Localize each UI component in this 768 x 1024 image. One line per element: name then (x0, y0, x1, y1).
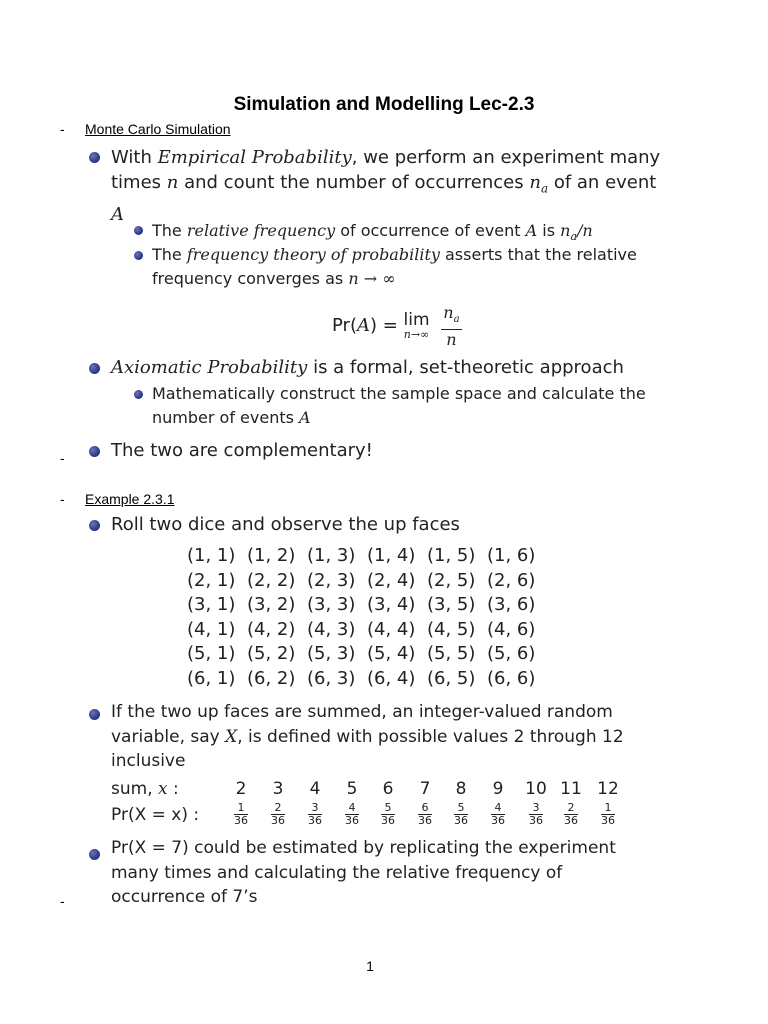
list-dash: - (60, 491, 65, 507)
list-dash: - (60, 121, 65, 137)
bullet-complementary: The two are complementary! (111, 440, 373, 461)
dice-pair-cell: (1, 5) (427, 545, 476, 566)
bullet-frequency-theory: The frequency theory of probability asserts that the relative frequency converges as n → ∞ (152, 245, 637, 288)
probability-fraction: $\frac{1}{36}$ (601, 801, 615, 827)
dice-pair-cell: (3, 4) (367, 594, 416, 615)
probability-fraction: $\frac{6}{36}$ (418, 801, 432, 827)
dice-pair-cell: (1, 2) (247, 545, 296, 566)
sum-value: 10 (525, 779, 547, 799)
dice-pair-cell: (1, 1) (187, 545, 236, 566)
dice-pair-cell: (2, 6) (487, 569, 536, 591)
probability-fraction: $\frac{4}{36}$ (345, 801, 359, 827)
probability-limit-formula: Pr(A) = lim n→∞ $\frac{n_a}{n}$ (332, 303, 460, 350)
dice-pair-cell: (4, 4) (367, 618, 416, 640)
dice-pair-cell: (2, 1) (187, 569, 236, 591)
dice-pair-cell: (5, 2) (247, 643, 296, 664)
table-row (187, 618, 547, 643)
dice-pair-cell: (4, 2) (247, 618, 296, 640)
bullet-axiomatic-probability: Axiomatic Probability is a formal, set-theoretic approach (111, 357, 624, 378)
dice-pair-cell: (6, 1) (187, 667, 236, 689)
bullet-roll-dice: Roll two dice and observe the up faces (111, 514, 460, 535)
dice-pair-cell: (1, 6) (487, 545, 536, 566)
probability-fraction: $\frac{3}{36}$ (308, 801, 322, 827)
bullet-estimate-pr7: Pr(X = 7) could be estimated by replicating the experiment many times and calculating the relative frequency of occurrence of 7’s (111, 838, 616, 907)
bullet-icon (89, 152, 100, 163)
dice-pair-cell: (3, 5) (427, 594, 476, 615)
dice-pair-cell: (3, 2) (247, 594, 296, 615)
table-row (187, 593, 547, 618)
dice-pair-cell: (4, 1) (187, 618, 236, 640)
dice-pair-cell: (6, 2) (247, 667, 296, 689)
bullet-icon (134, 390, 143, 399)
bullet-relative-frequency: The relative frequency of occurrence of event A is $n_a/n$ (152, 221, 593, 244)
dice-pair-cell: (1, 4) (367, 545, 416, 566)
probability-fraction: $\frac{4}{36}$ (491, 801, 505, 827)
sum-value: 12 (597, 779, 619, 799)
bullet-empirical-probability: With Empirical Probability, we perform an experiment many times n and count the number of occurrences $n_a$ of an event A (111, 147, 661, 225)
dice-pair-cell: (3, 1) (187, 594, 236, 615)
probability-fraction: $\frac{5}{36}$ (454, 801, 468, 827)
dice-pair-cell: (5, 1) (187, 643, 236, 664)
dice-pair-cell: (5, 4) (367, 643, 416, 664)
dice-pair-cell: (6, 6) (487, 667, 536, 689)
dice-pair-cell: (2, 2) (247, 569, 296, 591)
sum-value: 3 (272, 779, 284, 799)
pr-label: Pr(X = x) : (111, 805, 200, 825)
dice-pair-cell: (3, 3) (307, 594, 356, 615)
sum-value: 8 (455, 779, 467, 799)
sum-value: 7 (419, 779, 431, 799)
bullet-icon (134, 251, 143, 260)
dice-pair-cell: (4, 5) (427, 618, 476, 640)
sum-value: 9 (492, 779, 504, 799)
probability-fraction: $\frac{3}{36}$ (529, 801, 543, 827)
dice-pair-cell: (1, 3) (307, 545, 356, 566)
bullet-icon (89, 709, 100, 720)
dice-pair-cell: (3, 6) (487, 594, 536, 615)
bullet-icon (89, 446, 100, 457)
bullet-sample-space: Mathematically construct the sample space and calculate the number of events A (152, 384, 646, 427)
section-heading-monte-carlo: Monte Carlo Simulation (85, 121, 231, 137)
dice-pair-cell: (4, 6) (487, 618, 536, 640)
table-row (187, 642, 547, 667)
dice-pair-cell: (4, 3) (307, 618, 356, 640)
sum-value: 2 (235, 779, 247, 799)
dice-pair-cell: (5, 5) (427, 643, 476, 664)
bullet-random-variable: If the two up faces are summed, an integer-valued random variable, say X, is defined with possible values 2 through 12 inclusive (111, 702, 624, 771)
dice-pair-cell: (2, 5) (427, 569, 476, 591)
dice-pair-cell: (6, 5) (427, 667, 476, 689)
sum-value: 11 (560, 779, 582, 799)
probability-fraction: $\frac{1}{36}$ (234, 801, 248, 827)
page-number: 1 (366, 958, 374, 974)
dice-pair-cell: (5, 3) (307, 643, 356, 664)
bullet-icon (89, 363, 100, 374)
probability-fraction: $\frac{5}{36}$ (381, 801, 395, 827)
table-row (187, 544, 547, 569)
table-row (187, 569, 547, 594)
bullet-icon (134, 226, 143, 235)
bullet-icon (89, 520, 100, 531)
dice-pair-cell: (2, 4) (367, 569, 416, 591)
dice-pair-cell: (6, 3) (307, 667, 356, 689)
dice-pair-cell: (5, 6) (487, 643, 536, 664)
sum-value: 4 (309, 779, 321, 799)
table-row (187, 667, 547, 692)
dice-outcomes-table (187, 544, 547, 691)
dice-pair-cell: (6, 4) (367, 667, 416, 689)
sum-value: 5 (346, 779, 358, 799)
probability-fraction: $\frac{2}{36}$ (271, 801, 285, 827)
sum-value: 6 (382, 779, 394, 799)
section-heading-example: Example 2.3.1 (85, 491, 175, 507)
dice-pair-cell: (2, 3) (307, 569, 356, 591)
list-dash: - (60, 450, 65, 466)
page-title: Simulation and Modelling Lec-2.3 (233, 94, 535, 115)
bullet-icon (89, 849, 100, 860)
sum-label: sum, x : (111, 779, 179, 799)
list-dash: - (60, 893, 65, 909)
probability-fraction: $\frac{2}{36}$ (564, 801, 578, 827)
